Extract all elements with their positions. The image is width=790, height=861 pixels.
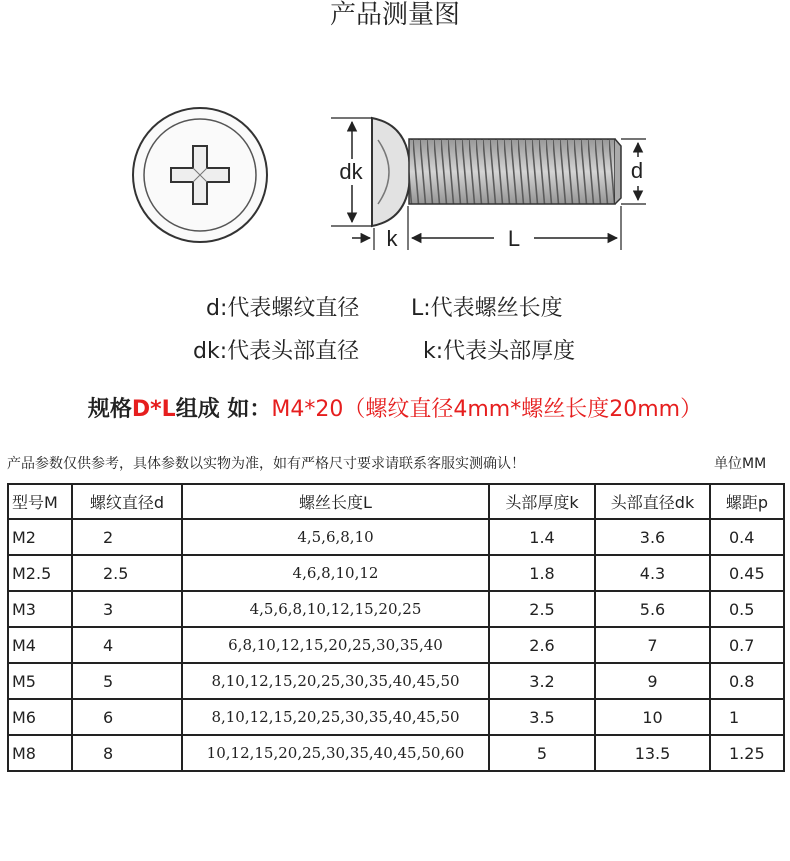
legend-dk: dk:代表头部直径 [193, 339, 360, 364]
table-row [8, 591, 784, 627]
spec-prefix: 规格 [87, 397, 132, 422]
header-pitch: 螺距p [710, 484, 784, 519]
cell-thread-diameter: 4 [72, 627, 182, 663]
k-label: k [386, 226, 398, 251]
cell-thread-diameter: 3 [72, 591, 182, 627]
page-title: 产品测量图 [329, 0, 460, 30]
screw-side-view [372, 118, 621, 226]
dk-label: dk [339, 159, 363, 184]
cell-head-diameter: 3.6 [595, 519, 710, 555]
legend-k: k:代表头部厚度 [423, 339, 576, 364]
cell-model: M8 [8, 735, 72, 771]
cell-pitch: 0.8 [710, 663, 784, 699]
d-label: d [630, 158, 644, 183]
spec-example: M4*20（螺纹直径4mm*螺丝长度20mm） [271, 397, 703, 422]
cell-pitch: 1.25 [710, 735, 784, 771]
cell-lengths: 8,10,12,15,20,25,30,35,40,45,50 [182, 699, 489, 735]
cell-lengths: 10,12,15,20,25,30,35,40,45,50,60 [182, 735, 489, 771]
cell-model: M4 [8, 627, 72, 663]
cell-pitch: 0.45 [710, 555, 784, 591]
screw-head-top-view [133, 108, 267, 242]
unit-label: 单位MM [714, 456, 767, 472]
cell-head-thickness: 1.4 [489, 519, 595, 555]
cell-head-thickness: 3.2 [489, 663, 595, 699]
cell-thread-diameter: 2 [72, 519, 182, 555]
cell-head-thickness: 1.8 [489, 555, 595, 591]
spec-example-label: 如： [227, 397, 272, 422]
table-row [8, 627, 784, 663]
cell-head-thickness: 2.6 [489, 627, 595, 663]
table-row [8, 555, 784, 591]
cell-lengths: 4,6,8,10,12 [182, 555, 489, 591]
legend-l: L:代表螺丝长度 [411, 296, 563, 321]
cell-model: M6 [8, 699, 72, 735]
cell-lengths: 4,5,6,8,10,12,15,20,25 [182, 591, 489, 627]
legend-d: d:代表螺纹直径 [206, 296, 360, 321]
cell-pitch: 0.4 [710, 519, 784, 555]
table-header-row [8, 484, 784, 519]
cell-thread-diameter: 5 [72, 663, 182, 699]
cell-model: M2 [8, 519, 72, 555]
cell-head-thickness: 5 [489, 735, 595, 771]
cell-head-diameter: 10 [595, 699, 710, 735]
cell-pitch: 1 [710, 699, 784, 735]
spec-middle: 组成 [175, 397, 220, 422]
disclaimer-text: 产品参数仅供参考，具体参数以实物为准，如有严格尺寸要求请联系客服实测确认！ [7, 456, 525, 472]
header-head-thickness: 头部厚度k [489, 484, 595, 519]
screw-diagram [0, 70, 790, 270]
spec-format-line [0, 392, 790, 423]
cell-lengths: 8,10,12,15,20,25,30,35,40,45,50 [182, 663, 489, 699]
table-row [8, 663, 784, 699]
header-thread-diameter: 螺纹直径d [72, 484, 182, 519]
cell-model: M5 [8, 663, 72, 699]
cell-thread-diameter: 2.5 [72, 555, 182, 591]
cell-head-diameter: 7 [595, 627, 710, 663]
cell-head-diameter: 9 [595, 663, 710, 699]
cell-model: M3 [8, 591, 72, 627]
cell-head-diameter: 4.3 [595, 555, 710, 591]
cell-lengths: 4,5,6,8,10 [182, 519, 489, 555]
spec-table [7, 483, 785, 772]
cell-head-thickness: 3.5 [489, 699, 595, 735]
table-row [8, 699, 784, 735]
cell-thread-diameter: 8 [72, 735, 182, 771]
cell-head-thickness: 2.5 [489, 591, 595, 627]
l-label: L [507, 226, 521, 251]
cell-lengths: 6,8,10,12,15,20,25,30,35,40 [182, 627, 489, 663]
table-row [8, 519, 784, 555]
cell-thread-diameter: 6 [72, 699, 182, 735]
table-row [8, 735, 784, 771]
spec-formula: D*L [131, 397, 176, 422]
cell-head-diameter: 5.6 [595, 591, 710, 627]
cell-model: M2.5 [8, 555, 72, 591]
cell-head-diameter: 13.5 [595, 735, 710, 771]
cell-pitch: 0.5 [710, 591, 784, 627]
header-screw-length: 螺丝长度L [182, 484, 489, 519]
header-head-diameter: 头部直径dk [595, 484, 710, 519]
header-model: 型号M [8, 484, 72, 519]
cell-pitch: 0.7 [710, 627, 784, 663]
